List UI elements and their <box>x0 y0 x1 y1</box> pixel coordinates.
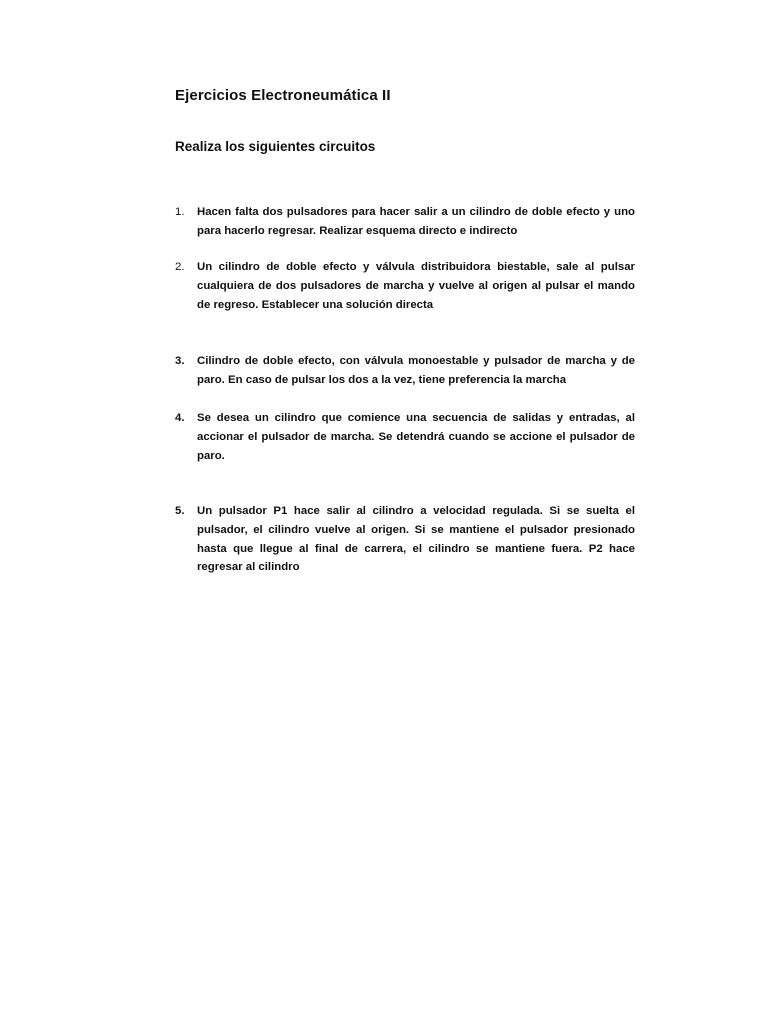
list-item-text: Un pulsador P1 hace salir al cilindro a velocidad regulada. Si se suelta el pulsador, el cilindro vuelve al origen. Si se mantiene el pulsador presionado hasta que llegue al final de carrera, el cilindro se mantiene fuera. P2 hace regresar al cilindro <box>197 505 635 574</box>
page-subtitle: Realiza los siguientes circuitos <box>175 139 376 154</box>
list-item-number: 2. <box>175 261 185 273</box>
list-item <box>175 203 635 241</box>
list-item-text: Se desea un cilindro que comience una secuencia de salidas y entradas, al accionar el pulsador de marcha. Se detendrá cuando se accione el pulsador de paro. <box>197 412 635 462</box>
list-item <box>175 409 635 465</box>
list-item <box>175 502 635 577</box>
list-item-text: Hacen falta dos pulsadores para hacer salir a un cilindro de doble efecto y uno para hacerlo regresar. Realizar esquema directo e indirecto <box>197 206 635 237</box>
list-item <box>175 352 635 390</box>
list-item-number: 5. <box>175 505 185 517</box>
list-item-number: 4. <box>175 412 185 424</box>
list-item <box>175 258 635 314</box>
list-item-number: 1. <box>175 206 185 218</box>
page-title: Ejercicios Electroneumática II <box>175 87 391 104</box>
list-item-number: 3. <box>175 355 185 367</box>
list-item-text: Cilindro de doble efecto, con válvula monoestable y pulsador de marcha y de paro. En caso de pulsar los dos a la vez, tiene preferencia la marcha <box>197 355 635 386</box>
list-item-text: Un cilindro de doble efecto y válvula distribuidora biestable, sale al pulsar cualquiera de dos pulsadores de marcha y vuelve al origen al pulsar el mando de regreso. Establecer una solución directa <box>197 261 635 311</box>
